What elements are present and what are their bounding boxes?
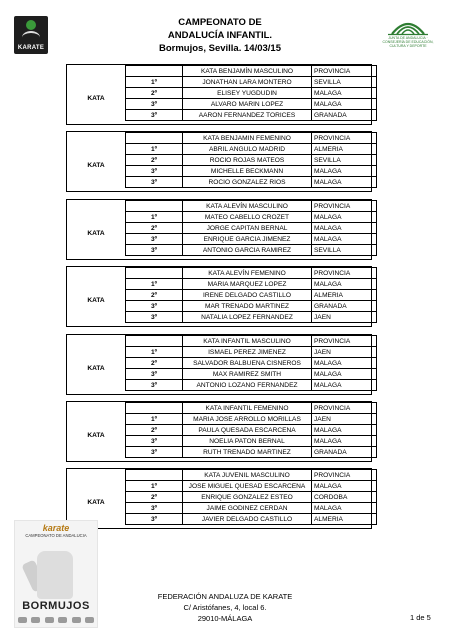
competitor-name-cell: MICHELLE BECKMANN <box>183 166 312 177</box>
discipline-label: KATA <box>87 230 105 237</box>
competitor-name-cell: ROCIO ROJAS MATEOS <box>183 155 312 166</box>
province-header: PROVINCIA <box>312 336 377 347</box>
competitor-name-cell: MARIA JOSE ARROLLO MORILLAS <box>183 414 312 425</box>
position-cell: 1º <box>126 212 183 223</box>
results-table <box>67 469 377 528</box>
section-spacer-row <box>67 391 377 395</box>
footer-organization: FEDERACIÓN ANDALUZA DE KARATE <box>157 592 293 601</box>
spacer-cell <box>183 256 312 260</box>
poster-karateka-figure <box>37 551 73 599</box>
category-title: KATA BENJAMIN FEMENINO <box>183 133 312 144</box>
position-cell: 3º <box>126 99 183 110</box>
province-cell: MALAGA <box>312 223 377 234</box>
sponsor-logo <box>72 617 81 623</box>
competitor-name-cell: ELISEY YUGDUDIN <box>183 88 312 99</box>
competitor-name-cell: IRENE DELGADO CASTILLO <box>183 290 312 301</box>
sponsor-logo <box>18 617 27 623</box>
spacer-cell <box>183 391 312 395</box>
category-header-row <box>67 133 377 144</box>
position-header-cell <box>126 133 183 144</box>
kata-empty-cell <box>67 201 126 212</box>
province-cell: GRANADA <box>312 110 377 121</box>
results-table <box>67 267 377 326</box>
logo-figure-icon <box>22 31 40 44</box>
position-cell: 1º <box>126 144 183 155</box>
footer-address: C/ Aristófanes, 4, local 6. <box>183 603 267 612</box>
competitor-name-cell: JOSE MIGUEL QUESAD ESCARCENA <box>183 481 312 492</box>
province-header: PROVINCIA <box>312 403 377 414</box>
position-cell: 2º <box>126 223 183 234</box>
logo-caption: JUNTA DE ANDALUCIA · CONSEJERÍA DE EDUCACIÓN, CULTURA Y DEPORTE <box>382 36 434 48</box>
spacer-cell <box>67 121 126 125</box>
competitor-name-cell: MAR TRENADO MARTINEZ <box>183 301 312 312</box>
position-cell: 3º <box>126 166 183 177</box>
province-header: PROVINCIA <box>312 470 377 481</box>
competitor-name-cell: ROCIO GONZALEZ RIOS <box>183 177 312 188</box>
position-cell: 3º <box>126 177 183 188</box>
spacer-cell <box>312 391 377 395</box>
position-cell: 2º <box>126 88 183 99</box>
sponsor-logo <box>58 617 67 623</box>
category-title: KATA ALEVÍN FEMENINO <box>183 268 312 279</box>
results-section <box>66 199 372 260</box>
position-cell: 3º <box>126 503 183 514</box>
results-section <box>66 334 372 395</box>
province-cell: MALAGA <box>312 166 377 177</box>
province-cell: ALMERIA <box>312 144 377 155</box>
section-spacer-row <box>67 323 377 327</box>
competitor-name-cell: JAIME GODINEZ CERDAN <box>183 503 312 514</box>
position-cell: 3º <box>126 447 183 458</box>
position-cell: 3º <box>126 436 183 447</box>
position-cell: 3º <box>126 234 183 245</box>
spacer-cell <box>183 188 312 192</box>
spacer-cell <box>126 188 183 192</box>
karate-federation-logo <box>14 16 48 54</box>
category-header-row <box>67 201 377 212</box>
competitor-name-cell: ABRIL ANGULO MADRID <box>183 144 312 155</box>
province-header: PROVINCIA <box>312 268 377 279</box>
results-table <box>67 132 377 191</box>
province-cell: JAEN <box>312 312 377 323</box>
competitor-name-cell: PAULA QUESADA ESCARCENA <box>183 425 312 436</box>
table-row <box>67 212 377 223</box>
poster-title: karate <box>42 523 70 533</box>
spacer-cell <box>312 121 377 125</box>
event-poster-image <box>14 520 98 628</box>
category-header-row <box>67 66 377 77</box>
kata-empty-cell <box>67 470 126 481</box>
section-spacer-row <box>67 121 377 125</box>
logo-text: KARATE <box>17 45 45 51</box>
table-row <box>67 144 377 155</box>
province-cell: MALAGA <box>312 369 377 380</box>
discipline-label: KATA <box>87 499 105 506</box>
province-header: PROVINCIA <box>312 201 377 212</box>
province-cell: MALAGA <box>312 380 377 391</box>
results-section <box>66 131 372 192</box>
results-section <box>66 266 372 327</box>
document-header <box>150 16 290 55</box>
competitor-name-cell: ENRIQUE GONZALEZ ESTEO <box>183 492 312 503</box>
results-section <box>66 64 372 125</box>
province-cell: MALAGA <box>312 234 377 245</box>
province-cell: JAEN <box>312 347 377 358</box>
province-header: PROVINCIA <box>312 66 377 77</box>
kata-empty-cell <box>67 133 126 144</box>
results-section <box>66 401 372 462</box>
competitor-name-cell: ENRIQUE GARCIA JIMENEZ <box>183 234 312 245</box>
competitor-name-cell: SALVADOR BALBUENA CISNEROS <box>183 358 312 369</box>
table-row <box>67 279 377 290</box>
position-cell: 1º <box>126 279 183 290</box>
competitor-name-cell: MAX RAMIREZ SMITH <box>183 369 312 380</box>
section-spacer-row <box>67 188 377 192</box>
discipline-label: KATA <box>87 432 105 439</box>
competitor-name-cell: AARON FERNANDEZ TORICES <box>183 110 312 121</box>
position-cell: 1º <box>126 414 183 425</box>
spacer-cell <box>126 323 183 327</box>
position-header-cell <box>126 66 183 77</box>
competitor-name-cell: ISMAEL PEREZ JIMENEZ <box>183 347 312 358</box>
spacer-cell <box>126 256 183 260</box>
spacer-cell <box>312 525 377 529</box>
spacer-cell <box>126 391 183 395</box>
results-table <box>67 402 377 461</box>
position-cell: 3º <box>126 110 183 121</box>
kata-empty-cell <box>67 66 126 77</box>
page-number: 1 de 5 <box>410 613 431 622</box>
competitor-name-cell: MARIA MARQUEZ LOPEZ <box>183 279 312 290</box>
poster-location: BORMUJOS <box>22 600 90 612</box>
competitor-name-cell: RUTH TRENADO MARTINEZ <box>183 447 312 458</box>
province-cell: ALMERIA <box>312 290 377 301</box>
position-cell: 1º <box>126 481 183 492</box>
category-title: KATA INFANTIL FEMENINO <box>183 403 312 414</box>
header-title-line1: CAMPEONATO DE <box>178 17 262 28</box>
poster-subtitle: CAMPEONATO DE ANDALUCIA <box>25 533 87 538</box>
spacer-cell <box>126 525 183 529</box>
competitor-name-cell: ANTONIO GARCIA RAMIREZ <box>183 245 312 256</box>
header-event-line: Bormujos, Sevilla. 14/03/15 <box>159 43 281 54</box>
spacer-cell <box>126 121 183 125</box>
spacer-cell <box>312 188 377 192</box>
province-cell: SEVILLA <box>312 77 377 88</box>
category-title: KATA ALEVÍN MASCULINO <box>183 201 312 212</box>
position-cell: 1º <box>126 347 183 358</box>
competitor-name-cell: NOELIA PATON BERNAL <box>183 436 312 447</box>
sponsor-logo <box>45 617 54 623</box>
province-cell: SEVILLA <box>312 155 377 166</box>
province-cell: MALAGA <box>312 279 377 290</box>
kata-empty-cell <box>67 268 126 279</box>
discipline-label: KATA <box>87 365 105 372</box>
category-title: KATA INFANTIL MASCULINO <box>183 336 312 347</box>
junta-andalucia-logo <box>378 16 438 46</box>
section-spacer-row <box>67 525 377 529</box>
discipline-label: KATA <box>87 297 105 304</box>
position-cell: 2º <box>126 358 183 369</box>
results-table <box>67 200 377 259</box>
position-cell: 3º <box>126 380 183 391</box>
spacer-cell <box>183 323 312 327</box>
province-cell: ALMERIA <box>312 514 377 525</box>
junta-emblem-icon <box>378 16 438 36</box>
position-cell: 3º <box>126 369 183 380</box>
competitor-name-cell: JONATHAN LARA MONTERO <box>183 77 312 88</box>
province-cell: MALAGA <box>312 212 377 223</box>
competitor-name-cell: ALVARO MARIN LOPEZ <box>183 99 312 110</box>
province-cell: MALAGA <box>312 503 377 514</box>
sponsor-logo <box>31 617 40 623</box>
position-cell: 3º <box>126 312 183 323</box>
discipline-label: KATA <box>87 162 105 169</box>
position-cell: 2º <box>126 290 183 301</box>
competitor-name-cell: NATALIA LOPEZ FERNANDEZ <box>183 312 312 323</box>
table-row <box>67 77 377 88</box>
competitor-name-cell: JORGE CAPITAN BERNAL <box>183 223 312 234</box>
category-title: KATA JUVENIL MASCULINO <box>183 470 312 481</box>
province-cell: MALAGA <box>312 481 377 492</box>
spacer-cell <box>67 458 126 462</box>
province-cell: MALAGA <box>312 177 377 188</box>
category-header-row <box>67 336 377 347</box>
kata-empty-cell <box>67 403 126 414</box>
province-cell: GRANADA <box>312 447 377 458</box>
spacer-cell <box>126 458 183 462</box>
province-cell: MALAGA <box>312 99 377 110</box>
table-row <box>67 481 377 492</box>
position-header-cell <box>126 470 183 481</box>
position-header-cell <box>126 403 183 414</box>
province-cell: MALAGA <box>312 88 377 99</box>
position-cell: 1º <box>126 77 183 88</box>
spacer-cell <box>67 391 126 395</box>
province-cell: JAEN <box>312 414 377 425</box>
spacer-cell <box>67 323 126 327</box>
category-header-row <box>67 268 377 279</box>
position-header-cell <box>126 336 183 347</box>
table-row <box>67 414 377 425</box>
category-title: KATA BENJAMÍN MASCULINO <box>183 66 312 77</box>
position-cell: 2º <box>126 492 183 503</box>
poster-sponsor-logos <box>18 617 94 625</box>
position-cell: 2º <box>126 425 183 436</box>
results-section <box>66 468 372 529</box>
spacer-cell <box>312 256 377 260</box>
header-title-line2: ANDALUCÍA INFANTIL. <box>167 30 273 41</box>
document-footer <box>150 591 300 624</box>
sponsor-logo <box>85 617 94 623</box>
province-cell: GRANADA <box>312 301 377 312</box>
kata-empty-cell <box>67 336 126 347</box>
position-cell: 2º <box>126 155 183 166</box>
province-cell: SEVILLA <box>312 245 377 256</box>
province-cell: MALAGA <box>312 358 377 369</box>
results-table <box>67 335 377 394</box>
province-cell: MALAGA <box>312 425 377 436</box>
position-header-cell <box>126 201 183 212</box>
section-spacer-row <box>67 458 377 462</box>
discipline-label: KATA <box>87 95 105 102</box>
province-cell: MALAGA <box>312 436 377 447</box>
position-cell: 3º <box>126 245 183 256</box>
spacer-cell <box>312 458 377 462</box>
table-row <box>67 347 377 358</box>
province-cell: CORDOBA <box>312 492 377 503</box>
spacer-cell <box>183 525 312 529</box>
position-cell: 3º <box>126 301 183 312</box>
spacer-cell <box>67 256 126 260</box>
results-table <box>67 65 377 124</box>
category-header-row <box>67 470 377 481</box>
spacer-cell <box>183 458 312 462</box>
section-spacer-row <box>67 256 377 260</box>
category-header-row <box>67 403 377 414</box>
competitor-name-cell: JAVIER DELGADO CASTILLO <box>183 514 312 525</box>
footer-city: 29010-MÁLAGA <box>197 614 253 623</box>
logo-emblem-icon <box>26 20 36 30</box>
competitor-name-cell: ANTONIO LOZANO FERNANDEZ <box>183 380 312 391</box>
spacer-cell <box>67 188 126 192</box>
spacer-cell <box>183 121 312 125</box>
position-header-cell <box>126 268 183 279</box>
position-cell: 3º <box>126 514 183 525</box>
spacer-cell <box>312 323 377 327</box>
province-header: PROVINCIA <box>312 133 377 144</box>
competitor-name-cell: MATEO CABELLO CROZET <box>183 212 312 223</box>
